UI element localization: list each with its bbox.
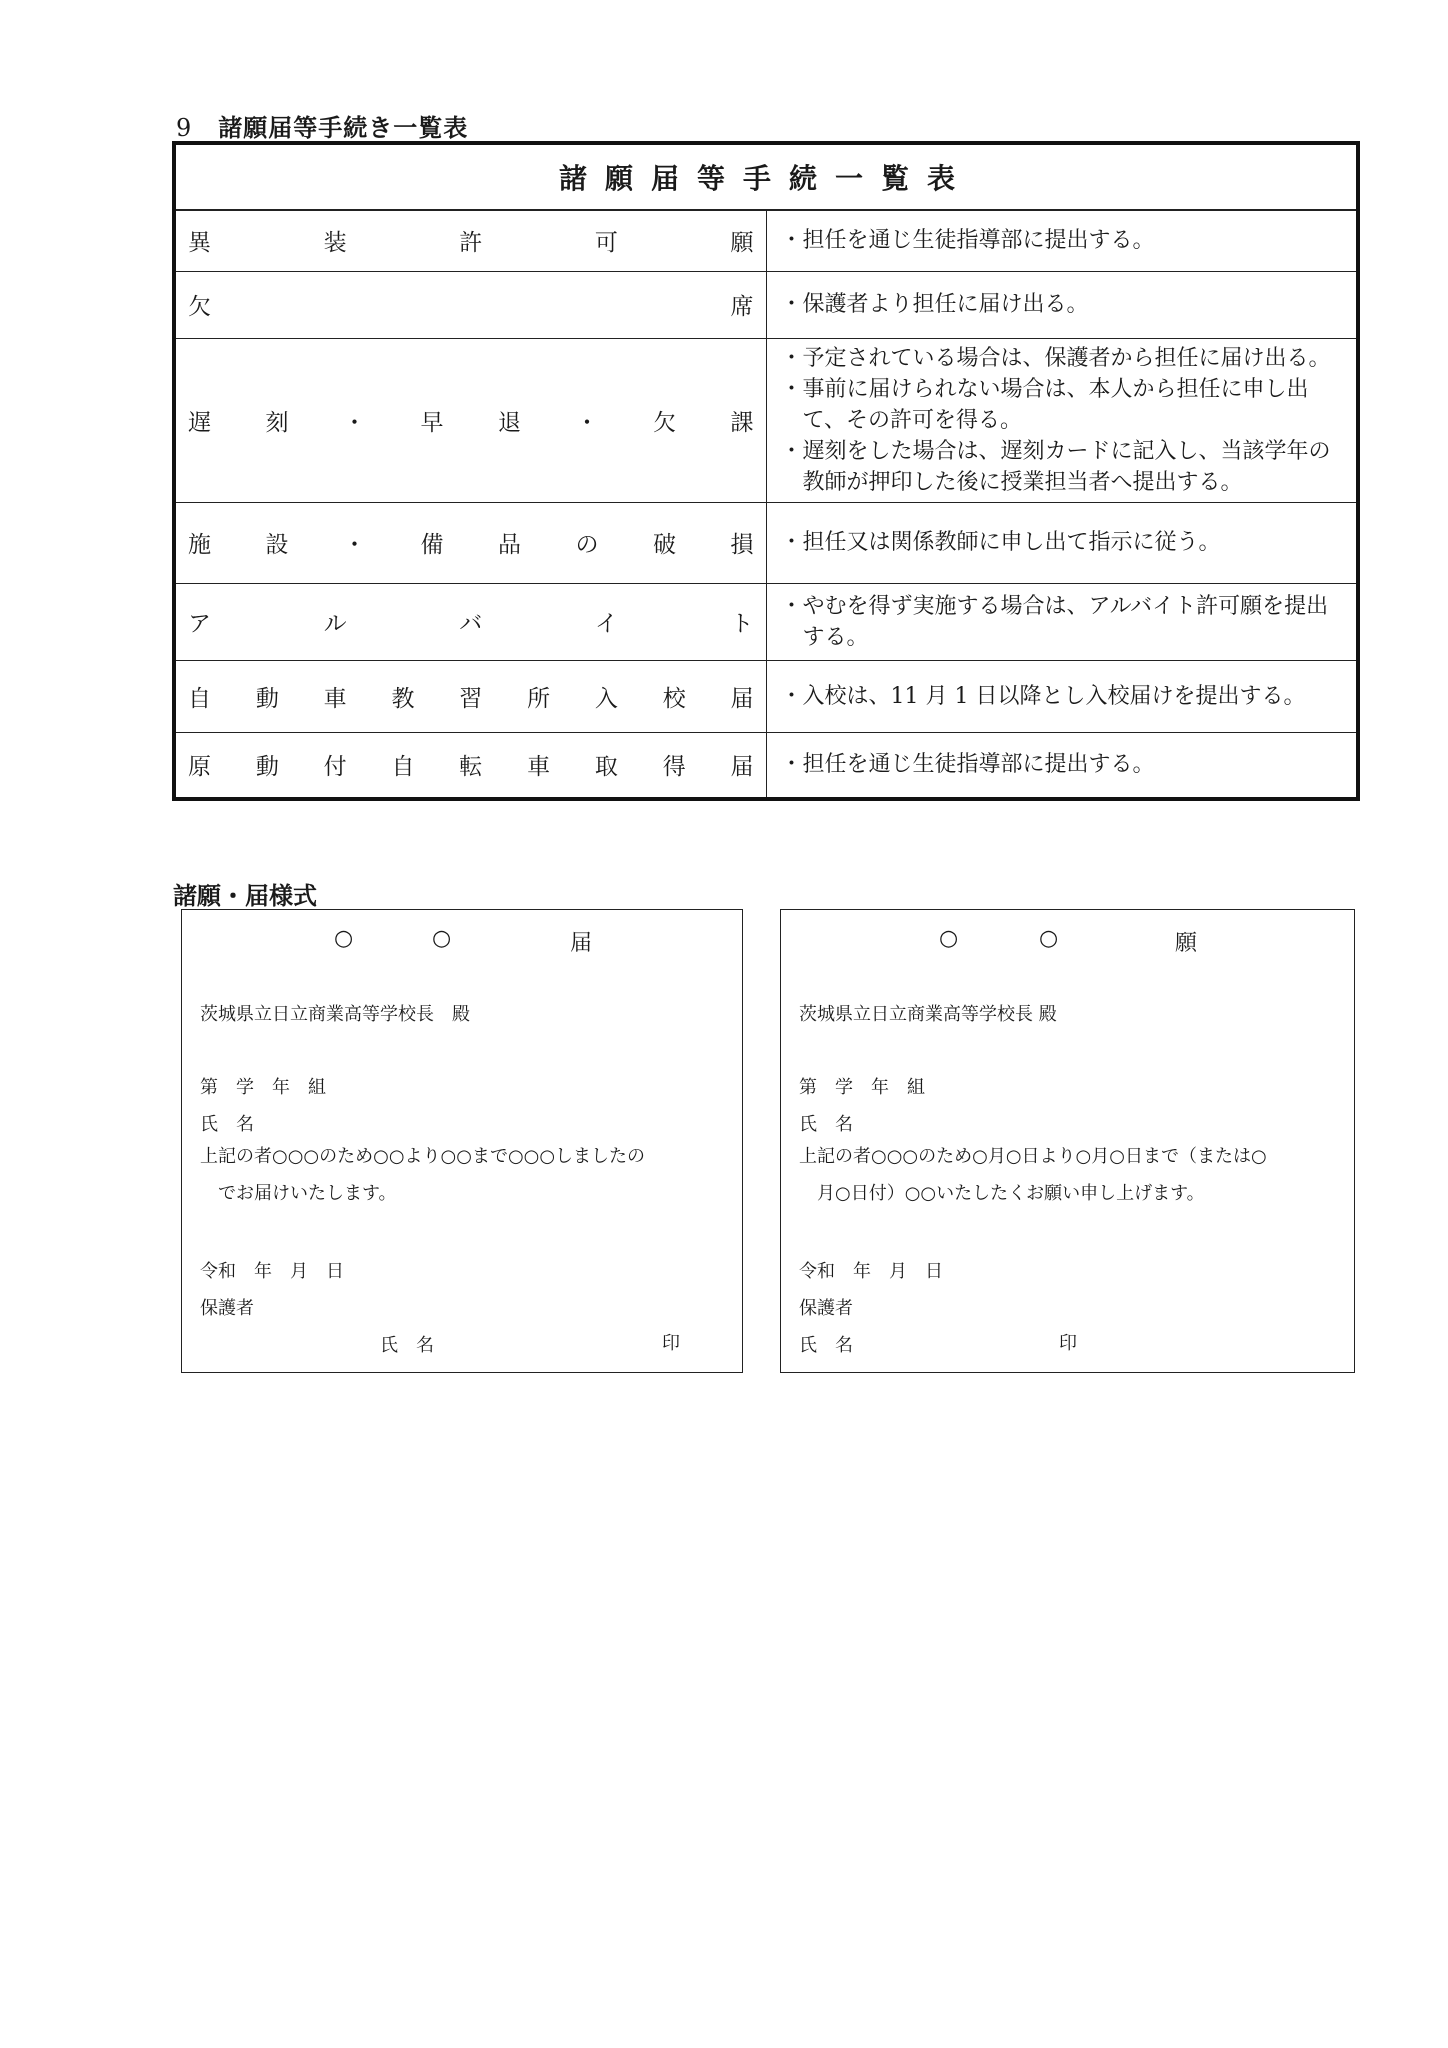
description-bullet (781, 591, 1345, 653)
description-bullet (781, 225, 1345, 256)
item-char: 刻 (265, 409, 289, 436)
item-char: ・ (343, 532, 366, 558)
title-circle: ○ (432, 926, 458, 951)
bullet-dot: ・ (780, 683, 803, 709)
bullet-dot: ・ (780, 345, 803, 371)
date-line: 令和 年 月 日 (200, 1261, 344, 1282)
table-row (174, 660, 1358, 732)
row-item-label (188, 748, 754, 781)
name-line: 氏 名 (799, 1114, 853, 1135)
item-char: 欠 (653, 409, 676, 436)
item-char: ル (323, 611, 347, 637)
item-char: 原 (188, 754, 211, 781)
row-item-label (188, 288, 754, 321)
guardian-name-label: 氏 名 (799, 1335, 853, 1356)
item-char: 付 (323, 754, 347, 781)
item-char: 損 (730, 532, 754, 558)
item-char: 自 (188, 685, 211, 712)
table-row (174, 732, 1358, 799)
item-char: 自 (391, 754, 415, 781)
item-char: 備 (420, 532, 444, 558)
title-word: 願 (1175, 931, 1204, 956)
row-description (766, 732, 1358, 799)
item-char: ・ (343, 409, 366, 436)
row-item-label (188, 526, 754, 559)
form-todoke (181, 909, 743, 1373)
row-item-label (188, 605, 754, 638)
item-char: イ (594, 611, 618, 637)
bullet-text: 担任又は関係教師に申し出て指示に従う。 (802, 530, 1221, 555)
item-char: 教 (391, 685, 415, 712)
item-char: バ (459, 611, 483, 637)
section-heading (176, 108, 468, 143)
item-char: 課 (730, 409, 754, 436)
item-char: 設 (265, 532, 289, 558)
table-row (174, 502, 1358, 583)
guardian-name-label: 氏 名 (380, 1335, 434, 1356)
description-bullet (781, 343, 1345, 374)
bullet-text: 担任を通じ生徒指導部に提出する。 (802, 228, 1155, 254)
addressee: 茨城県立日立商業高等学校長 殿 (200, 1004, 470, 1025)
class-line: 第 学 年 組 (799, 1077, 925, 1098)
item-char: ト (730, 611, 754, 637)
name-line: 氏 名 (200, 1114, 254, 1135)
seal-mark: 印 (662, 1333, 680, 1354)
bullet-dot: ・ (780, 438, 803, 464)
item-char: 退 (498, 409, 521, 436)
item-char: 品 (498, 532, 521, 558)
row-description (766, 660, 1358, 732)
description-bullet (781, 527, 1345, 558)
bullet-dot: ・ (780, 752, 803, 778)
item-char: 得 (662, 754, 686, 781)
item-char: 施 (188, 532, 211, 558)
row-description (766, 210, 1358, 271)
table-row (174, 583, 1358, 660)
class-line: 第 学 年 組 (200, 1077, 326, 1098)
body-line: 上記の者○○○のため○月○日より○月○日まで（または○ (799, 1146, 1267, 1167)
item-char: 習 (459, 685, 483, 712)
item-char: 席 (730, 294, 754, 320)
item-char: 所 (527, 685, 551, 712)
item-char: の (575, 532, 599, 558)
description-bullet (781, 436, 1345, 498)
description-bullet (781, 374, 1345, 436)
description-bullet (781, 681, 1345, 712)
bullet-text: 保護者より担任に届け出る。 (802, 292, 1089, 317)
procedure-table (172, 141, 1360, 801)
item-char: 動 (255, 754, 279, 781)
item-char: 車 (527, 754, 551, 781)
body-line: 月○日付）○○いたしたくお願い申し上げます。 (817, 1183, 1205, 1204)
item-char: 届 (730, 685, 754, 712)
bullet-text: やむを得ず実施する場合は、アルバイト許可願を提出する。 (802, 593, 1329, 650)
bullet-text: 入校は、11 月 1 日以降とし入校届けを提出する。 (802, 683, 1306, 709)
seal-mark: 印 (1059, 1333, 1077, 1354)
item-char: 装 (323, 230, 347, 257)
title-circle: ○ (334, 926, 360, 951)
row-item-label (188, 404, 754, 437)
form-negai (780, 909, 1355, 1373)
item-char: ・ (575, 409, 599, 436)
section-number: 9 (176, 114, 193, 142)
item-char: 可 (594, 230, 618, 257)
guardian-label: 保護者 (799, 1298, 853, 1319)
item-char: 欠 (188, 294, 211, 320)
body-line: 上記の者○○○のため○○より○○まで○○○しましたの (200, 1146, 646, 1167)
item-char: 車 (323, 685, 347, 712)
item-char: 遅 (188, 409, 211, 436)
guardian-label: 保護者 (200, 1298, 254, 1319)
item-char: 動 (255, 685, 279, 712)
item-char: 校 (662, 685, 686, 712)
row-description (766, 271, 1358, 338)
item-char: 異 (188, 230, 211, 257)
description-bullet (781, 749, 1345, 780)
row-description (766, 502, 1358, 583)
table-title: 諸願届等手続一覧表 (174, 143, 1358, 210)
bullet-dot: ・ (780, 292, 803, 317)
item-char: 届 (730, 754, 754, 781)
row-description (766, 338, 1358, 502)
bullet-text: 事前に届けられない場合は、本人から担任に申し出て、その許可を得る。 (802, 376, 1309, 433)
form-body (200, 1138, 728, 1212)
body-line: でお届けいたします。 (218, 1183, 397, 1204)
bullet-text: 担任を通じ生徒指導部に提出する。 (802, 752, 1155, 778)
item-char: 願 (730, 230, 754, 257)
title-circle: ○ (939, 926, 965, 951)
item-char: 早 (420, 409, 444, 436)
table-row (174, 338, 1358, 502)
row-item-label (188, 224, 754, 257)
bullet-dot: ・ (780, 530, 803, 555)
item-char: 取 (594, 754, 618, 781)
form-body (799, 1138, 1340, 1212)
section-title: 諸願届等手続き一覧表 (218, 114, 469, 142)
description-bullet (781, 289, 1345, 320)
title-circle: ○ (1039, 926, 1065, 951)
row-item-label (188, 680, 754, 713)
bullet-text: 遅刻をした場合は、遅刻カードに記入し、当該学年の教師が押印した後に授業担当者へ提出する。 (802, 438, 1331, 495)
bullet-dot: ・ (780, 376, 803, 402)
table-row (174, 210, 1358, 271)
bullet-dot: ・ (780, 593, 803, 619)
item-char: 入 (594, 685, 618, 712)
title-word: 届 (570, 931, 599, 956)
addressee: 茨城県立日立商業高等学校長 殿 (799, 1004, 1057, 1025)
bullet-dot: ・ (780, 228, 803, 254)
item-char: 転 (459, 754, 483, 781)
bullet-text: 予定されている場合は、保護者から担任に届け出る。 (802, 345, 1331, 371)
date-line: 令和 年 月 日 (799, 1261, 943, 1282)
item-char: 破 (653, 532, 676, 558)
table-row (174, 271, 1358, 338)
forms-heading: 諸願・届様式 (173, 882, 317, 910)
row-description (766, 583, 1358, 660)
item-char: 許 (459, 230, 483, 257)
item-char: ア (188, 611, 211, 637)
